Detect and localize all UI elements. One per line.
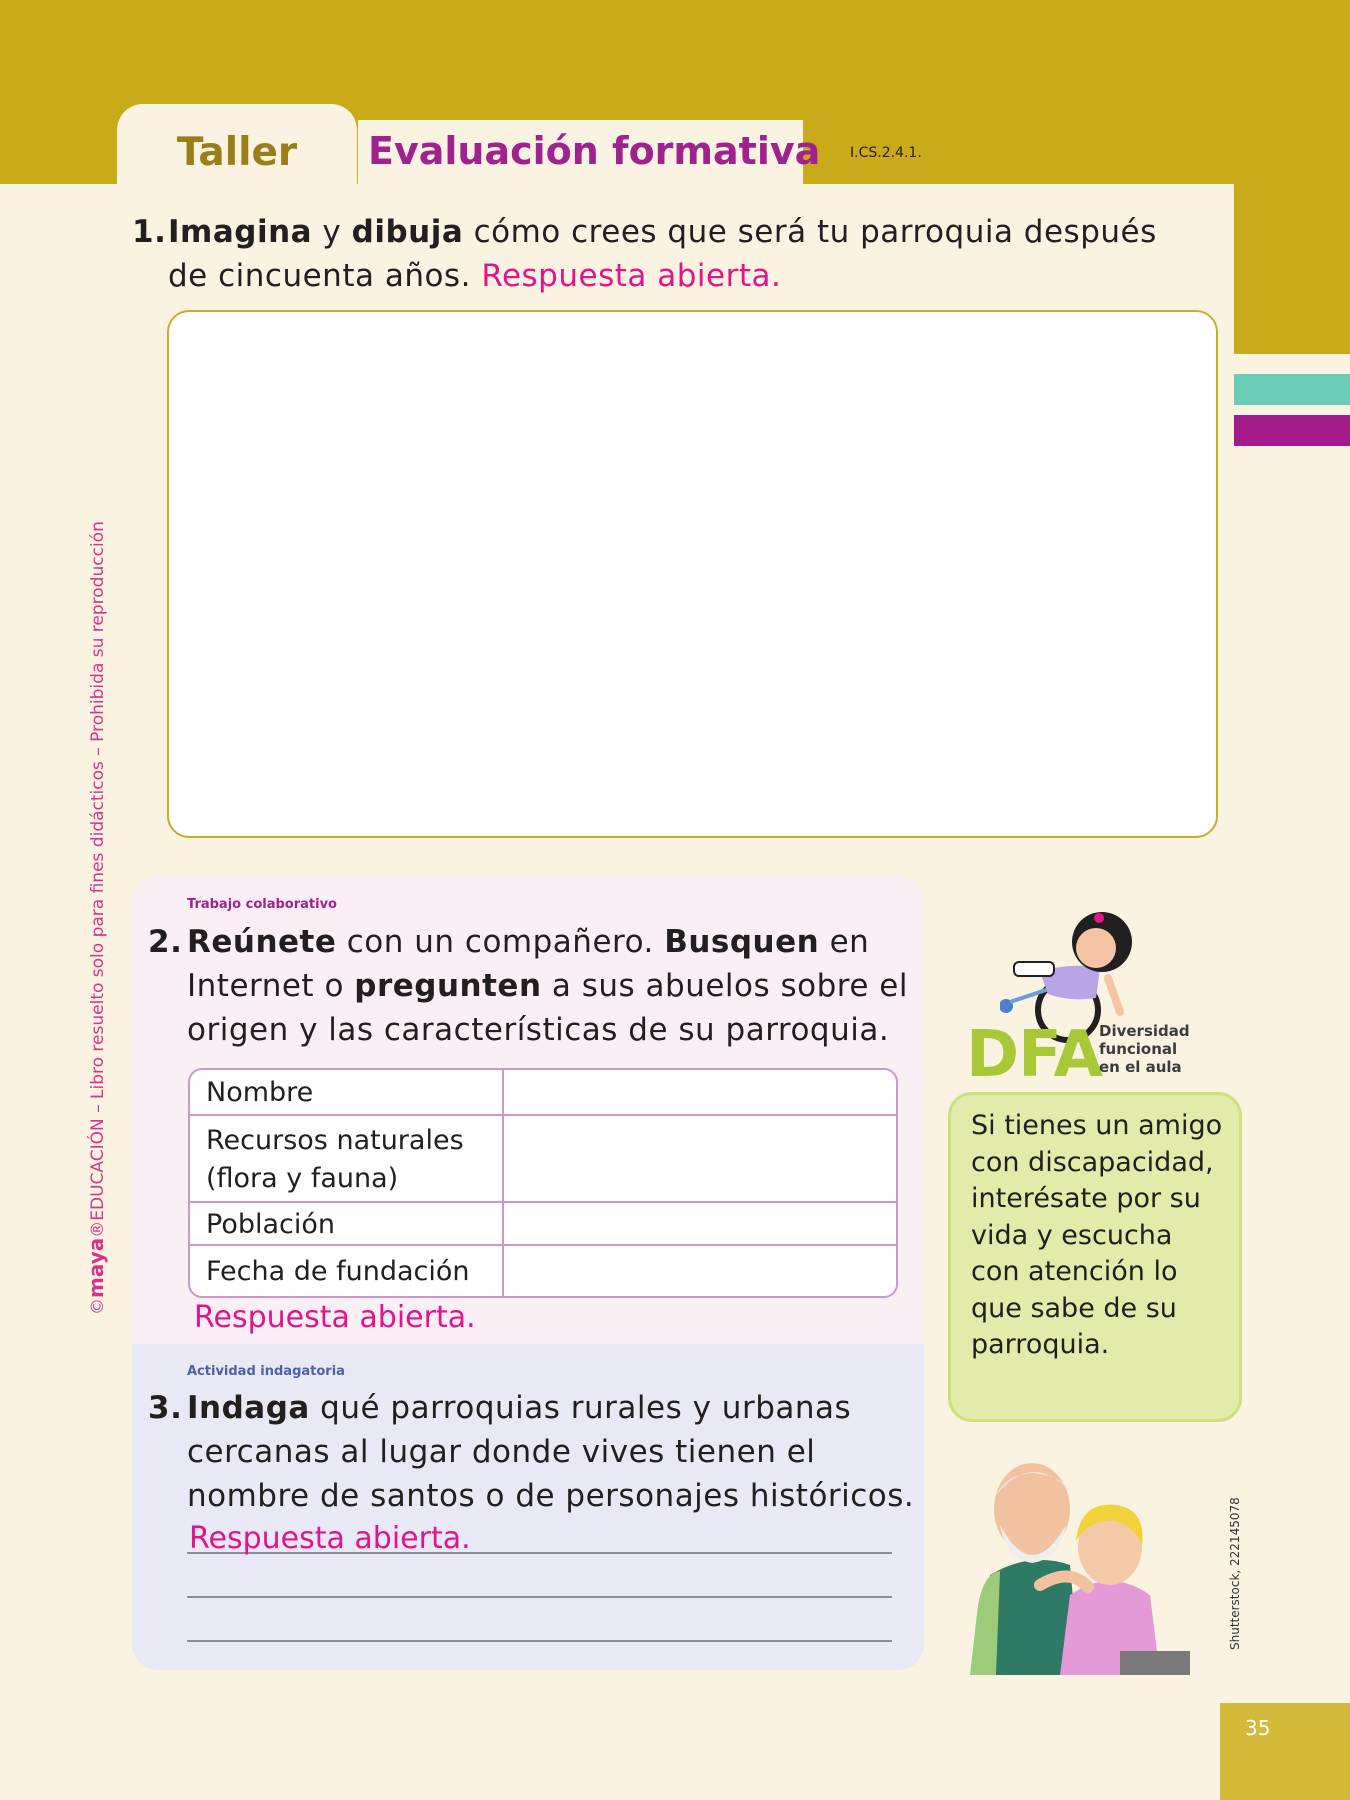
- page-number-box: [1220, 1703, 1350, 1800]
- hair-bow-shape: [1094, 913, 1104, 923]
- magenta-stripe: [1234, 415, 1350, 446]
- face-shape: [1076, 928, 1116, 968]
- q1-answer: Respuesta abierta.: [481, 258, 782, 294]
- photo-credit: Shutterstock, 222145078: [1228, 1497, 1242, 1650]
- q3-text-line1: Indaga qué parroquias rurales y urbanas: [187, 1390, 852, 1426]
- q1-text-line2: de cincuenta años. Respuesta abierta.: [168, 258, 782, 294]
- grandfather-boy-illustration: [970, 1455, 1200, 1675]
- other-arm-shape: [1108, 978, 1120, 1012]
- legs-shape: [1014, 962, 1054, 976]
- tip-text: Si tienes un amigo con discapacidad, interésate por su vida y escucha con atención lo que sabe de su parroquia.: [971, 1110, 1223, 1360]
- q1-text-line1: Imagina y dibuja cómo crees que será tu parroquia después: [168, 214, 1157, 250]
- q2-answer: Respuesta abierta.: [194, 1300, 476, 1335]
- grandfather-sleeve-shape: [970, 1571, 1000, 1675]
- teal-stripe: [1234, 374, 1350, 405]
- q2-text-line3: origen y las características de su parroquia.: [187, 1012, 890, 1048]
- section-title: Evaluación formativa: [368, 129, 821, 173]
- row-value[interactable]: [503, 1245, 896, 1296]
- row-value[interactable]: [503, 1070, 896, 1115]
- q1-number: 1.: [132, 214, 167, 250]
- curriculum-code: I.CS.2.4.1.: [850, 145, 922, 161]
- parish-info-table: [188, 1068, 898, 1298]
- table-row: [190, 1070, 896, 1115]
- laptop-shape: [1120, 1651, 1190, 1675]
- q3-text-line2: cercanas al lugar donde vives tienen el: [187, 1434, 816, 1470]
- inquiry-tag: Actividad indagatoria: [187, 1364, 345, 1379]
- row-label: Recursos naturales (flora y fauna): [190, 1115, 503, 1203]
- answer-line[interactable]: [187, 1640, 892, 1642]
- page-number: 35: [1245, 1716, 1271, 1740]
- side-band: [1234, 184, 1350, 354]
- taller-tab: [117, 104, 357, 184]
- section-title-tab: [358, 120, 821, 184]
- table-row: [190, 1245, 896, 1296]
- table-row: [190, 1202, 896, 1245]
- dfa-logo: DFA: [966, 1018, 1103, 1092]
- q3-text-line3: nombre de santos o de personajes históricos.: [187, 1478, 915, 1514]
- row-value[interactable]: [503, 1202, 896, 1245]
- row-label: Población: [190, 1202, 503, 1245]
- answer-line[interactable]: [187, 1596, 892, 1598]
- taller-label: Taller: [176, 130, 298, 175]
- arm-shape: [1010, 988, 1052, 1002]
- collab-tag: Trabajo colaborativo: [187, 897, 337, 912]
- q3-answer: Respuesta abierta.: [189, 1521, 471, 1556]
- q2-number: 2.: [148, 924, 183, 960]
- copyright-notice: ©maya®EDUCACIÓN – Libro resuelto solo para fines didácticos – Prohibida su reproducción: [84, 521, 108, 1315]
- drawing-area[interactable]: [167, 310, 1218, 838]
- row-value[interactable]: [503, 1115, 896, 1203]
- q3-number: 3.: [148, 1390, 183, 1426]
- dfa-subtitle: Diversidad funcional en el aula: [1099, 1022, 1190, 1076]
- row-label: Nombre: [190, 1070, 503, 1115]
- q2-text-line1: Reúnete con un compañero. Busquen en: [187, 924, 870, 960]
- row-label: Fecha de fundación: [190, 1245, 503, 1296]
- q2-text-line2: Internet o pregunten a sus abuelos sobre el: [187, 968, 908, 1004]
- table-row: [190, 1115, 896, 1203]
